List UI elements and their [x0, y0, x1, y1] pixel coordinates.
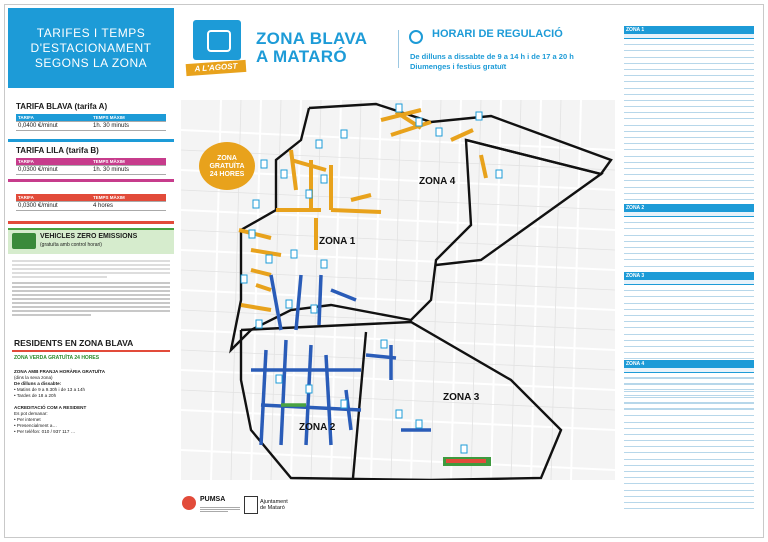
franja-sub: (dins la seva zona) — [14, 375, 53, 380]
pumsa-name: PUMSA — [200, 496, 226, 503]
red-zone-block — [446, 459, 486, 463]
table-zone-title: ZONA 2 — [624, 204, 754, 212]
col-tarifa: TARIFA — [16, 194, 91, 202]
rate-red — [8, 184, 174, 224]
table-row — [624, 503, 754, 509]
col-tarifa: TARIFA — [16, 114, 91, 122]
rate-time: 4 hores — [91, 202, 166, 211]
fine-print-1 — [12, 258, 170, 280]
zero-emissions-title: VEHICLES ZERO EMISSIONS — [40, 233, 138, 240]
main-title — [256, 30, 367, 66]
col-temps: TEMPS MÀXIM — [91, 194, 166, 202]
ajuntament-line-2: de Mataró — [260, 505, 285, 511]
residents-section — [8, 338, 174, 435]
table-row — [624, 194, 754, 200]
acred-sub: Es pot demanar: — [14, 411, 48, 416]
table-zona-4 — [624, 360, 754, 509]
col-temps: TEMPS MÀXIM — [91, 158, 166, 166]
zone-2-label: ZONA 2 — [299, 422, 336, 433]
franja-days: De dilluns a dissabte: — [14, 381, 62, 386]
horari-line-2: Diumenges i festius gratuït — [410, 62, 507, 71]
table-zone-title: ZONA 1 — [624, 26, 754, 34]
fine-print-2 — [12, 280, 170, 318]
ajuntament-crest-icon — [244, 496, 258, 514]
green-zone-note: ZONA VERDA GRATUÏTA 24 HORES — [14, 355, 100, 361]
rate-title: TARIFA LILA (tarifa B) — [16, 146, 99, 155]
table-zone-title: ZONA 3 — [624, 272, 754, 280]
zero-emissions-subtitle: (gratuïta amb control horari) — [40, 242, 102, 248]
ajuntament-name — [260, 499, 288, 511]
free-zone-badge — [199, 142, 255, 190]
rate-value: 0,0300 €/minut — [16, 166, 91, 175]
hand-icon — [207, 30, 231, 52]
residents-rule — [12, 350, 170, 352]
clock-icon — [409, 30, 423, 44]
zone-4-label: ZONA 4 — [419, 176, 456, 187]
acred-presencial: • Presencialment a… — [14, 423, 57, 428]
agost-banner: A L'AGOST — [186, 60, 247, 76]
rate-lila — [8, 142, 174, 182]
rate-title: TARIFA BLAVA (tarifa A) — [16, 102, 108, 111]
rate-blue — [8, 98, 174, 142]
ajuntament-line-1: Ajuntament — [260, 499, 288, 505]
zona-blava-logo — [193, 20, 241, 60]
horari-line-1: De dilluns a dissabte de 9 a 14 h i de 17 a 20 h — [410, 52, 574, 61]
badge-line: GRATUÏTA — [209, 163, 245, 170]
header-divider — [398, 30, 399, 68]
footer — [176, 490, 616, 530]
franja-title: ZONA AMB FRANJA HORÀRIA GRATUÏTA — [14, 369, 106, 374]
horari-text — [410, 52, 574, 72]
zone-3-label: ZONA 3 — [443, 392, 480, 403]
pumsa-logo-icon — [182, 496, 196, 510]
table-zona-2 — [624, 204, 754, 279]
table-zone-title: ZONA 4 — [624, 360, 754, 368]
acred-title: ACREDITACIÓ COM A RESIDENT — [14, 405, 87, 410]
horari-title: HORARI DE REGULACIÓ — [432, 28, 563, 40]
franja-tarda: • Tardes de 18 a 20h — [14, 393, 57, 398]
main-title-line-2: A MATARÓ — [256, 47, 347, 66]
rates-heading — [8, 8, 174, 88]
rates-heading-line: SEGONS LA ZONA — [34, 56, 148, 70]
pumsa-subtitle — [200, 506, 240, 513]
zero-emissions-box — [8, 228, 174, 254]
left-column — [8, 8, 174, 534]
rate-value: 0,0400 €/minut — [16, 122, 91, 131]
badge-line: ZONA — [217, 155, 237, 162]
zero-emissions-icon — [12, 233, 36, 249]
col-tarifa: TARIFA — [16, 158, 91, 166]
acred-telefon: • Per telèfon: 010 / 937 117 … — [14, 429, 76, 434]
main-title-line-1: ZONA BLAVA — [256, 29, 368, 48]
zone-1-label: ZONA 1 — [319, 236, 356, 247]
residents-title: RESIDENTS EN ZONA BLAVA — [14, 338, 134, 348]
franja-mati: • Matins de 9 a 9.30h i de 13 a 14h — [14, 387, 86, 392]
col-temps: TEMPS MÀXIM — [91, 114, 166, 122]
badge-line: 24 HORES — [209, 171, 245, 178]
rates-heading-line: D'ESTACIONAMENT — [30, 41, 152, 55]
rate-time: 1h. 30 minuts — [91, 122, 166, 131]
table-zona-1 — [624, 26, 754, 200]
rates-heading-line: TARIFES I TEMPS — [36, 26, 146, 40]
rate-time: 1h. 30 minuts — [91, 166, 166, 175]
acred-internet: • Per internet — [14, 417, 41, 422]
rate-value: 0,0300 €/minut — [16, 202, 91, 211]
